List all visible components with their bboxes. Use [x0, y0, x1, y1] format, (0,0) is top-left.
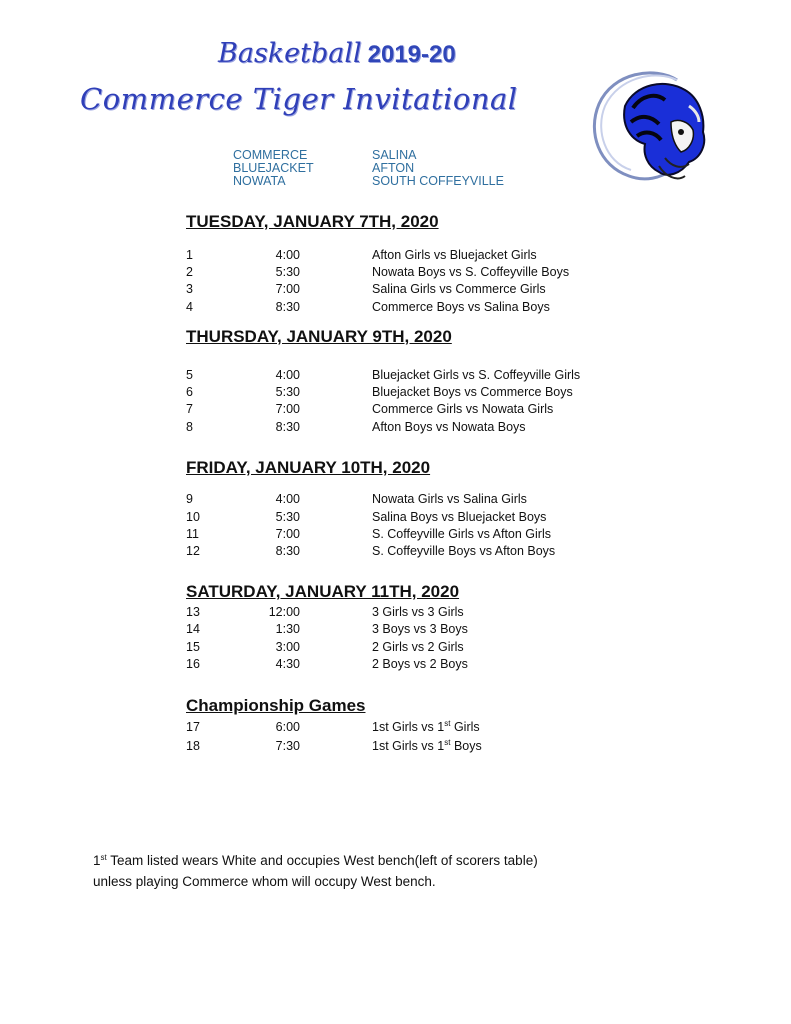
game-time: 4:00: [275, 368, 300, 382]
game-matchup: 3 Girls vs 3 Girls: [372, 605, 464, 619]
game-row: [186, 527, 606, 544]
season-label: 2019-20: [367, 41, 456, 68]
game-matchup: Afton Girls vs Bluejacket Girls: [372, 248, 537, 262]
game-row: [186, 420, 606, 437]
game-row: [186, 622, 606, 639]
game-time: 8:30: [275, 544, 300, 558]
footnote: [93, 850, 538, 892]
game-row: [186, 657, 606, 674]
game-time: 8:30: [275, 300, 300, 314]
game-matchup: 2 Boys vs 2 Boys: [372, 657, 468, 671]
game-row: [186, 300, 606, 317]
game-matchup: 2 Girls vs 2 Girls: [372, 640, 464, 654]
game-number: 5: [186, 368, 193, 382]
game-number: 15: [186, 640, 200, 654]
game-row: [186, 265, 606, 282]
day-heading-thursday: THURSDAY, JANUARY 9TH, 2020: [186, 327, 452, 346]
game-matchup: Bluejacket Boys vs Commerce Boys: [372, 385, 573, 399]
title-invitational: Commerce Tiger Invitational: [80, 82, 518, 116]
day-heading-saturday: SATURDAY, JANUARY 11TH, 2020: [186, 582, 460, 601]
game-number: 11: [186, 527, 199, 541]
game-row: [186, 720, 606, 737]
title-basketball-text: Basketball: [218, 38, 362, 69]
team-name: NOWATA: [233, 174, 286, 188]
game-number: 1: [186, 248, 193, 262]
game-row: [186, 402, 606, 419]
game-number: 18: [186, 739, 200, 753]
footnote-line-2: unless playing Commerce whom will occupy West bench.: [93, 874, 436, 889]
team-name: AFTON: [372, 161, 415, 175]
game-number: 17: [186, 720, 200, 734]
game-time: 7:00: [275, 282, 300, 296]
game-number: 4: [186, 300, 193, 314]
game-number: 14: [186, 622, 200, 636]
game-matchup: Afton Boys vs Nowata Boys: [372, 420, 526, 434]
game-matchup: Nowata Boys vs S. Coffeyville Boys: [372, 265, 570, 279]
game-number: 7: [186, 402, 193, 416]
game-matchup: 3 Boys vs 3 Boys: [372, 622, 468, 636]
game-time: 7:00: [275, 527, 300, 541]
team-name: SOUTH COFFEYVILLE: [372, 174, 504, 188]
game-time: 3:00: [275, 640, 300, 654]
game-row: [186, 492, 606, 509]
team-name: COMMERCE: [233, 148, 308, 162]
game-number: 2: [186, 265, 193, 279]
game-number: 8: [186, 420, 193, 434]
game-row: [186, 385, 606, 402]
game-row: [186, 544, 606, 561]
title-basketball: [218, 38, 456, 69]
game-matchup: S. Coffeyville Boys vs Afton Boys: [372, 544, 556, 558]
game-number: 3: [186, 282, 193, 296]
teams-right-column: [372, 149, 504, 188]
team-name: SALINA: [372, 148, 417, 162]
game-matchup: Salina Boys vs Bluejacket Boys: [372, 510, 547, 524]
day-heading-friday: FRIDAY, JANUARY 10TH, 2020: [186, 458, 431, 477]
team-name: BLUEJACKET: [233, 161, 314, 175]
game-time: 6:00: [275, 720, 300, 734]
game-number: 16: [186, 657, 200, 671]
game-matchup: Bluejacket Girls vs S. Coffeyville Girls: [372, 368, 581, 382]
game-matchup: Salina Girls vs Commerce Girls: [372, 282, 546, 296]
game-time: 5:30: [275, 265, 300, 279]
game-time: 7:00: [275, 402, 300, 416]
game-number: 12: [186, 544, 200, 558]
game-row: [186, 739, 606, 756]
game-row: [186, 368, 606, 385]
day-heading-tuesday: TUESDAY, JANUARY 7TH, 2020: [186, 212, 439, 231]
game-number: 10: [186, 510, 200, 524]
game-matchup: S. Coffeyville Girls vs Afton Girls: [372, 527, 551, 541]
game-number: 6: [186, 385, 193, 399]
game-row: [186, 605, 606, 622]
game-time: 7:30: [275, 739, 300, 753]
championship-heading: Championship Games: [186, 696, 366, 715]
game-matchup: 1st Girls vs 1st Boys: [372, 738, 482, 753]
footnote-line-1: 1st Team listed wears White and occupies West bench(left of scorers table): [93, 853, 538, 868]
game-number: 13: [186, 605, 200, 619]
game-row: [186, 510, 606, 527]
game-matchup: Commerce Boys vs Salina Boys: [372, 300, 550, 314]
game-matchup: 1st Girls vs 1st Girls: [372, 719, 480, 734]
game-time: 8:30: [275, 420, 300, 434]
game-row: [186, 282, 606, 299]
game-time: 4:30: [275, 657, 300, 671]
game-matchup: Commerce Girls vs Nowata Girls: [372, 402, 554, 416]
game-time: 1:30: [275, 622, 300, 636]
game-time: 5:30: [275, 510, 300, 524]
game-number: 9: [186, 492, 193, 506]
game-row: [186, 640, 606, 657]
teams-left-column: [233, 149, 314, 188]
game-time: 4:00: [275, 248, 300, 262]
tiger-logo: [585, 66, 715, 190]
game-matchup: Nowata Girls vs Salina Girls: [372, 492, 527, 506]
game-time: 4:00: [275, 492, 300, 506]
game-time: 5:30: [275, 385, 300, 399]
game-time: 12:00: [268, 605, 300, 619]
game-row: [186, 248, 606, 265]
